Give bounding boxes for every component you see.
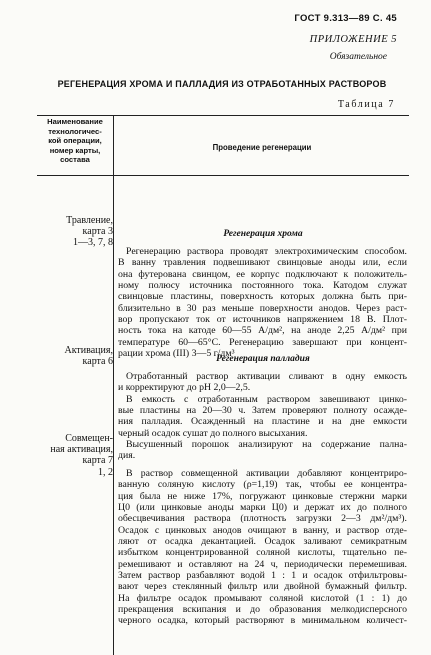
column-header-regeneration: Проведение регенерации <box>212 143 312 152</box>
appendix-label: ПРИЛОЖЕНИЕ 5 <box>309 34 397 45</box>
table-column-divider <box>113 115 114 655</box>
table-header-rule <box>37 175 409 176</box>
operation-activation: Активация, карта 6 <box>64 345 113 368</box>
paragraph-chrome: Регенерацию раствора проводят электрохимическим способом. В ванну травления подвешивают свинцовые аноды или, если она футерована свинцом, ее корпус подключают к положитель- ному полюсу источника постоянного тока. Катодом служат свинцовые пластины, поверхность которых должна быть при- близительно в 30 раз меньше поверхности анодов. Через раст- вор пропускают ток от источников напряжением 18 В. Плот- ность тока на катоде 60—55 А/дм², на аноде 2,25 А/дм² при температуре 60—65°С. Регенерацию завершают при концент- рации хрома (III) 3—5 г/дм³ <box>118 246 407 360</box>
section-title-chrome: Регенерация хрома <box>223 229 303 239</box>
appendix-status: Обязательное <box>329 52 387 62</box>
page-header: ГОСТ 9.313—89 С. 45 <box>294 13 397 24</box>
section-title-palladium: Регенерация палладия <box>216 354 310 364</box>
document-title: РЕГЕНЕРАЦИЯ ХРОМА И ПАЛЛАДИЯ ИЗ ОТРАБОТАННЫХ РАСТВОРОВ <box>57 79 387 89</box>
table-label: Таблица 7 <box>337 99 395 110</box>
operation-etching: Травление, карта 3 1—3, 7, 8 <box>66 215 113 249</box>
table-top-rule <box>37 115 409 116</box>
paragraph-palladium: Отработанный раствор активации сливают в одну емкость и корректируют до pH 2,0—2,5. В емкость с отработанным раствором завешивают цинко- вые пластины на 20—30 ч. Затем проверяют полноту осажде- ния палладия. Осажденный на пластине и на дне емкости черный осадок сушат до полного высыхания. Высушенный порошок анализируют на содержание пална- дия. <box>118 371 407 462</box>
column-header-operation: Наименование технологичес- кой операции, номер карты, состава <box>47 117 103 165</box>
operation-combined-activation: Совмещен- ная активация, карта 7 1, 2 <box>50 433 113 478</box>
paragraph-combined-activation: В раствор совмещенной активации добавляют концентриро- ванную соляную кислоту (ρ=1,19) так, чтобы ее концентра- ция была не ниже 17%, погружают цинковые стержни марки Ц0 (или цинковые аноды марки Ц0) и держат их до полного обесцвечивания раствора (плотность загрузки 2—3 дм²/дм³). Осадок с цинковых анодов очищают в ванну, и раствор отде- ляют от осадка декантацией. Осадок заливают семикратным избытком концентрированной соляной кислоты, тщательно пе- ремешивают и оставляют на 24 ч, периодически перемешивая. Затем раствор разбавляют водой 1 : 1 и осадок отфильтровы- вают через стеклянный фильтр или двойной бумажный фильтр. На фильтре осадок промывают соляной кислотой (1 : 1) до прекращения вскипания и до образования мелкодисперсного черного осадка, который растворяют в минимальном количест- <box>118 468 407 627</box>
